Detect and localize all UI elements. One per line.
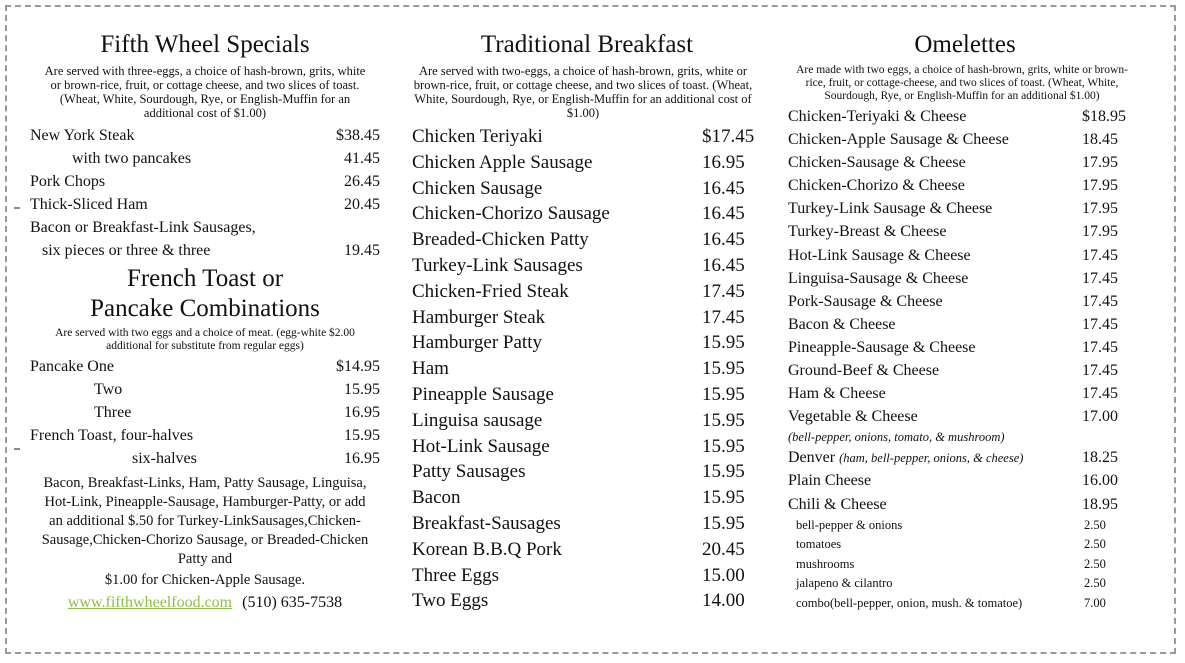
menu-item <box>412 511 762 537</box>
item-name: Turkey-Breast & Cheese <box>788 223 947 241</box>
item-name: Two Eggs <box>412 590 489 612</box>
menu-item: Chili & Cheese 18.95 <box>788 495 1118 513</box>
item-name: Chicken-Chorizo & Cheese <box>788 177 965 195</box>
addon-item <box>788 535 1142 555</box>
menu-item <box>412 434 762 460</box>
item-price: 17.45 <box>702 306 745 328</box>
fifth-wheel-specials-section <box>30 30 380 612</box>
item-name: Hamburger Steak <box>412 306 546 328</box>
contact-footer <box>30 594 380 612</box>
meat-options: Bacon, Breakfast-Links, Ham, Patty Sausage, Linguisa, Hot-Link, Pineapple-Sausage, Hamburger-Patty, or add an additional $.50 for Turkey-LinkSausages,Chicken-Sausage,Chicken-Chorizo Sausage, or Breaded-Chicken Patty and <box>41 475 369 567</box>
item-name: Turkey-Link Sausages <box>412 254 583 276</box>
section-title: Fifth Wheel Specials <box>100 31 310 58</box>
menu-item <box>788 405 1142 428</box>
item-price: 17.95 <box>1082 177 1118 195</box>
menu-item: Three 16.95 <box>94 404 380 421</box>
item-price: $17.45 <box>702 126 755 147</box>
item-name: Breakfast-Sausages <box>412 512 561 534</box>
section-description: Are made with two eggs, a choice of hash-brown, grits, white or brown-rice, fruit, or cottage-cheese, and two slices of toast. (Wheat, White, Sourdough, Rye, or English-Muffin for an additional $1.00) <box>796 64 1128 102</box>
menu-item <box>412 330 762 356</box>
item-price: 18.45 <box>1082 131 1118 149</box>
item-price: 16.45 <box>702 254 745 276</box>
menu-item <box>412 201 762 227</box>
item-price: 14.00 <box>702 590 745 612</box>
item-name: Ground-Beef & Cheese <box>788 362 940 380</box>
item-name: Hot-Link Sausage & Cheese <box>788 246 971 264</box>
section-description: Are served with two-eggs, a choice of hash-brown, grits, white or brown-rice, fruit, or cottage cheese, and two slices of toast. (Wheat, White, Sourdough, Rye, or English-Muffin for an additional cost of $1.00) <box>413 64 753 120</box>
item-price: 17.45 <box>1082 246 1118 264</box>
menu-item: six-halves 16.95 <box>132 450 380 467</box>
item-name: Turkey-Link Sausage & Cheese <box>788 200 993 218</box>
item-name: Chicken-Sausage & Cheese <box>788 154 966 172</box>
addon-item <box>788 516 1142 536</box>
item-name: Ham & Cheese <box>788 385 886 403</box>
item-name: Chicken Teriyaki <box>412 126 543 147</box>
item-price: 2.50 <box>1084 517 1106 532</box>
item-name: Bacon & Cheese <box>788 315 896 333</box>
margin-mark <box>14 448 20 450</box>
item-price: 17.45 <box>702 280 745 302</box>
item-price: 16.45 <box>702 229 745 251</box>
menu-item: Plain Cheese 16.00 <box>788 472 1118 490</box>
menu-item <box>412 124 762 150</box>
item-price: $18.95 <box>1082 108 1126 125</box>
item-price: 15.95 <box>702 332 745 354</box>
menu-item <box>412 563 762 589</box>
menu-item: Denver (ham, bell-pepper, onions, & cheese) 18.25 <box>788 449 1118 467</box>
item-price: 17.45 <box>1082 338 1118 356</box>
section-title: Traditional Breakfast <box>480 31 694 58</box>
item-name: Chicken-Chorizo Sausage <box>412 203 610 225</box>
item-price: 17.45 <box>1082 362 1118 380</box>
section-title: Omelettes <box>914 31 1016 58</box>
menu-item <box>788 290 1142 313</box>
menu-item <box>788 359 1142 382</box>
menu-item <box>412 150 762 176</box>
menu-item: Two 15.95 <box>94 381 380 398</box>
website-link[interactable]: www.fifthwheelfood.com <box>67 594 233 611</box>
item-name: Hamburger Patty <box>412 332 542 354</box>
margin-mark <box>14 207 20 209</box>
item-name: Chicken-Apple Sausage & Cheese <box>788 131 1009 149</box>
item-price: 15.95 <box>702 461 745 483</box>
addon-item <box>788 594 1142 614</box>
vegetable-note: (bell-pepper, onions, tomato, & mushroom) <box>788 430 1005 445</box>
addon-item <box>788 574 1142 594</box>
menu-item: Bacon or Breakfast-Link Sausages, <box>30 219 256 236</box>
item-price: 17.45 <box>1082 269 1118 287</box>
item-price: 16.45 <box>702 177 745 199</box>
item-name: Vegetable & Cheese <box>788 408 918 426</box>
item-name: combo(bell-pepper, onion, mush. & tomatoe) <box>796 595 1023 610</box>
menu-item <box>412 227 762 253</box>
item-price: 16.95 <box>702 151 745 173</box>
menu-item <box>412 459 762 485</box>
menu-item <box>412 279 762 305</box>
item-name: Patty Sausages <box>412 461 526 483</box>
item-name: Chicken Apple Sausage <box>412 151 593 173</box>
item-name: jalapeno & cilantro <box>796 576 893 591</box>
menu-item: with two pancakes 41.45 <box>72 150 380 167</box>
menu-item <box>788 244 1142 267</box>
meat-options-extra: $1.00 for Chicken-Apple Sausage. <box>104 572 306 588</box>
item-price: 20.45 <box>702 538 745 560</box>
item-name: Breaded-Chicken Patty <box>412 229 589 251</box>
menu-item <box>412 485 762 511</box>
item-name: Linguisa-Sausage & Cheese <box>788 269 969 287</box>
menu-item <box>788 197 1142 220</box>
item-price: 17.45 <box>1082 292 1118 310</box>
item-price: 15.95 <box>702 383 745 405</box>
section-description: Are served with two eggs and a choice of meat. (egg-white $2.00 additional for substitute from regular eggs) <box>55 327 355 352</box>
addon-list <box>788 516 1142 614</box>
menu-item <box>412 537 762 563</box>
menu-item: six pieces or three & three 19.45 <box>42 242 380 259</box>
item-name: mushrooms <box>796 556 855 571</box>
item-price: 15.95 <box>702 487 745 509</box>
item-name: Hot-Link Sausage <box>412 435 550 457</box>
item-name: Chicken-Teriyaki & Cheese <box>788 108 967 125</box>
item-name: Pineapple Sausage <box>412 383 554 405</box>
item-price: 16.45 <box>702 203 745 225</box>
addon-item <box>788 555 1142 575</box>
menu-item <box>788 313 1142 336</box>
item-name: bell-pepper & onions <box>796 517 903 532</box>
item-price: 15.00 <box>702 564 745 586</box>
item-name: tomatoes <box>796 537 842 552</box>
item-price: 17.00 <box>1082 408 1118 426</box>
item-name: Pineapple-Sausage & Cheese <box>788 338 976 356</box>
item-name: Three Eggs <box>412 564 500 586</box>
item-name: Korean B.B.Q Pork <box>412 538 562 560</box>
item-price: 17.45 <box>1082 385 1118 403</box>
phone-number: (510) 635-7538 <box>242 594 343 611</box>
menu-item <box>788 174 1142 197</box>
menu-item <box>788 128 1142 151</box>
section-description: Are served with three-eggs, a choice of hash-brown, grits, white or brown-rice, fruit, or cottage cheese, and two slices of toast. (Wheat, White, Sourdough, Rye, or English-Muffin for an additional cost of $1.00) <box>44 64 366 120</box>
menu-item <box>788 382 1142 405</box>
item-price: 15.95 <box>702 435 745 457</box>
menu-item <box>412 382 762 408</box>
item-price: 7.00 <box>1084 595 1106 610</box>
item-price: 15.95 <box>702 512 745 534</box>
item-name: Linguisa sausage <box>412 409 543 431</box>
menu-item <box>412 588 762 614</box>
item-price: 2.50 <box>1084 556 1106 571</box>
item-name: Ham <box>412 358 449 380</box>
menu-item: Pancake One $14.95 <box>30 358 380 375</box>
item-price: 17.95 <box>1082 154 1118 172</box>
menu-item <box>788 336 1142 359</box>
menu-item <box>788 220 1142 243</box>
menu-item: Thick-Sliced Ham 20.45 <box>30 196 380 213</box>
item-name: Chicken-Fried Steak <box>412 280 569 302</box>
item-price: 17.45 <box>1082 315 1118 333</box>
item-name: Chicken Sausage <box>412 177 543 199</box>
item-price: 17.95 <box>1082 223 1118 241</box>
item-price: 2.50 <box>1084 537 1106 552</box>
menu-item <box>788 267 1142 290</box>
item-price: 15.95 <box>702 409 745 431</box>
section-title-pancake: Pancake Combinations <box>90 295 320 322</box>
menu-item: New York Steak $38.45 <box>30 127 380 144</box>
menu-item <box>412 408 762 434</box>
menu-item <box>412 253 762 279</box>
menu-item <box>412 356 762 382</box>
omelettes-section <box>788 30 1142 613</box>
section-title-french-toast: French Toast or <box>126 265 284 292</box>
menu-item <box>788 105 1142 128</box>
traditional-breakfast-section <box>412 30 762 614</box>
item-name: Bacon <box>412 487 461 509</box>
item-price: 15.95 <box>702 358 745 380</box>
item-price: 17.95 <box>1082 200 1118 218</box>
menu-item: Pork Chops 26.45 <box>30 173 380 190</box>
menu-item: French Toast, four-halves 15.95 <box>30 427 380 444</box>
menu-item <box>412 305 762 331</box>
item-price: 2.50 <box>1084 576 1106 591</box>
menu-item <box>412 176 762 202</box>
item-name: Pork-Sausage & Cheese <box>788 292 943 310</box>
menu-item <box>788 151 1142 174</box>
